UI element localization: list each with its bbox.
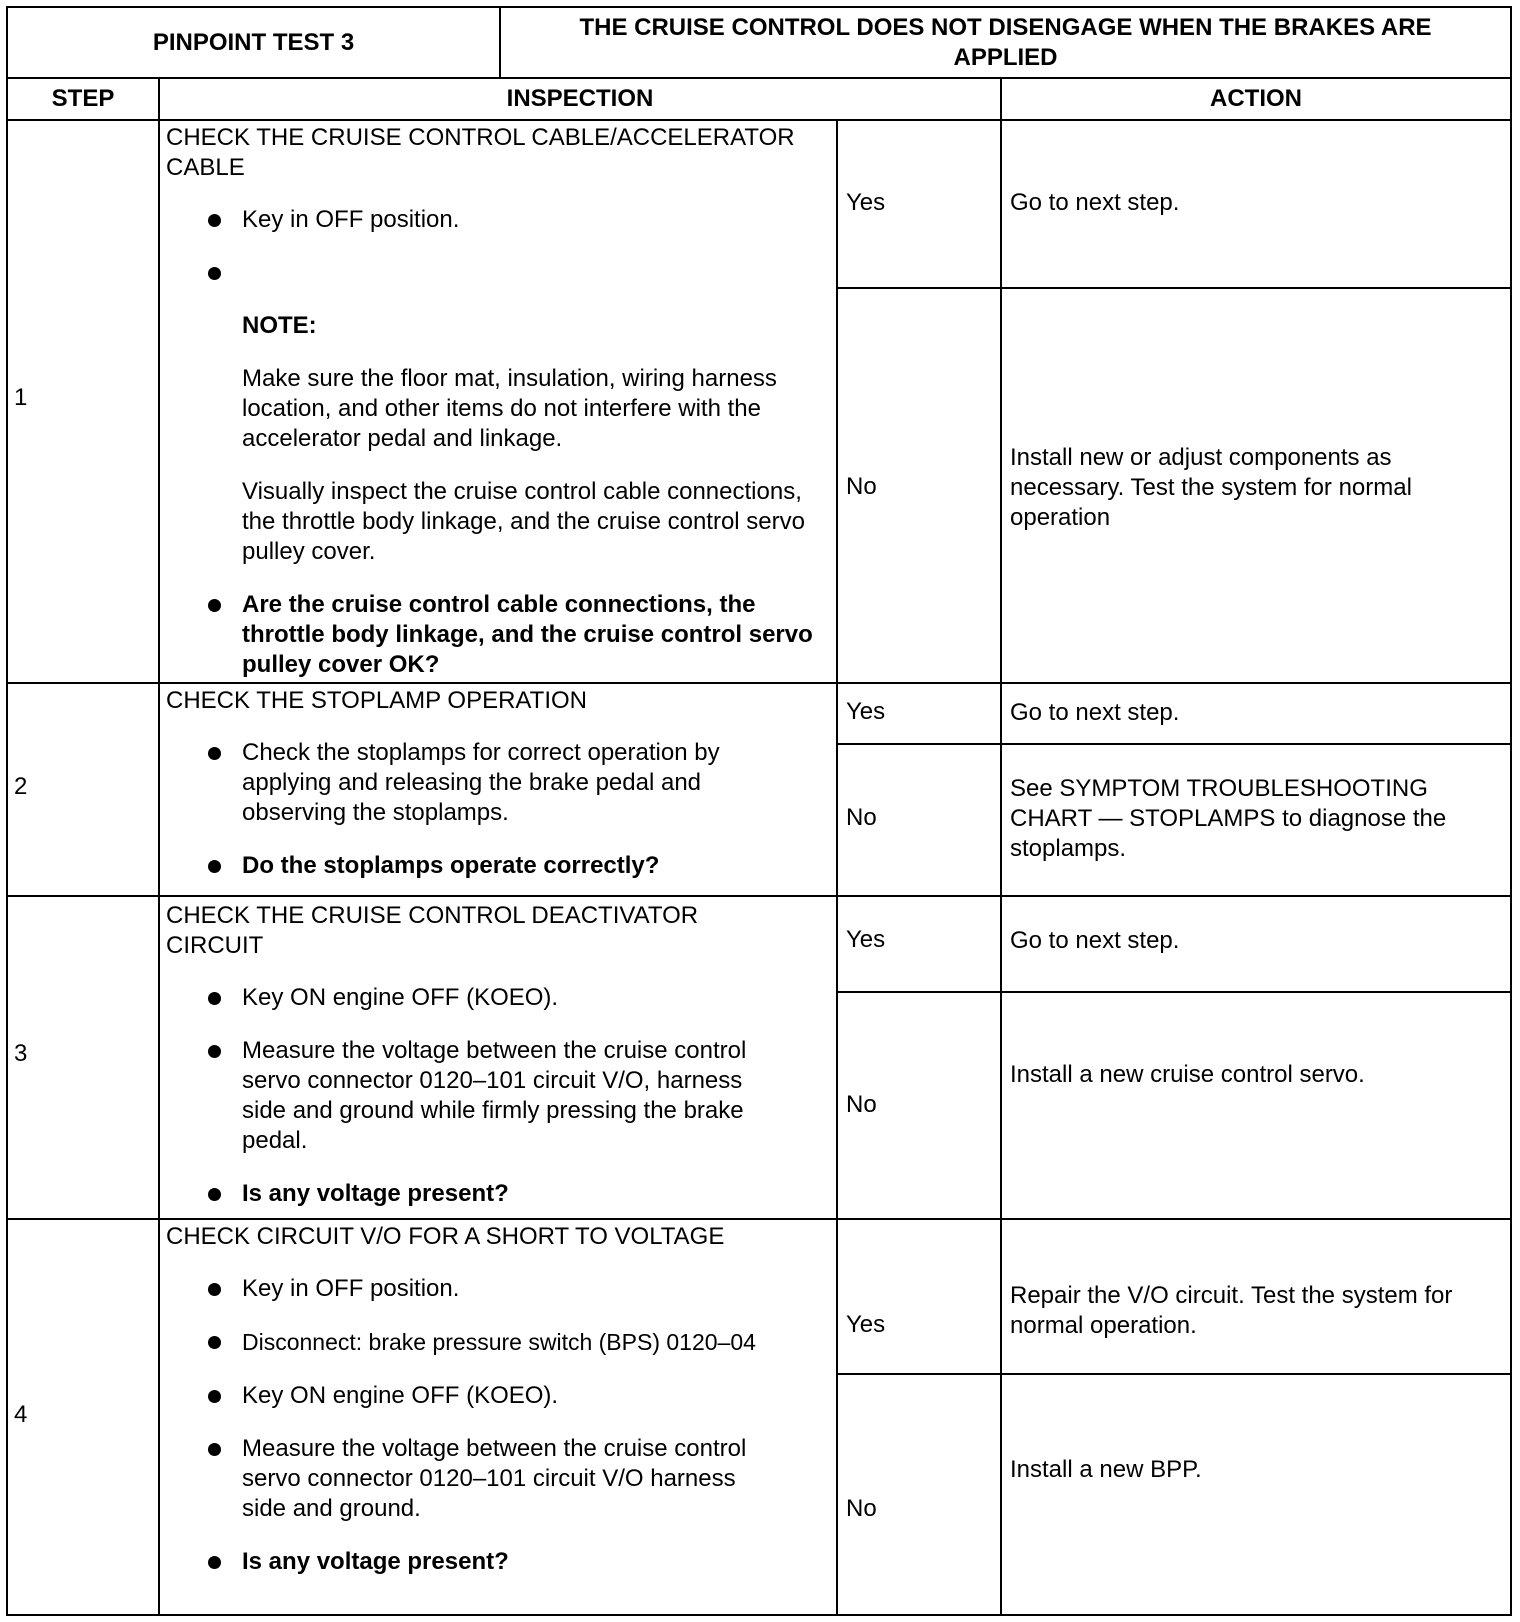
inspection-question: Are the cruise control cable connections, the throttle body linkage, and the cruise control servo pulley cover OK? (166, 590, 830, 680)
no-label: No (846, 804, 877, 831)
inspection-item: Key in OFF position. (166, 205, 830, 235)
yes-action: Go to next step. (1010, 189, 1180, 216)
test-title-cell (499, 6, 1512, 79)
step-title: CHECK THE STOPLAMP OPERATION (166, 687, 587, 714)
bullet-icon (208, 1283, 221, 1296)
inspection-item: Key ON engine OFF (KOEO). (166, 983, 830, 1013)
yes-action: Go to next step. (1010, 927, 1180, 954)
test-name-cell (6, 6, 501, 79)
step-3-inspection (158, 895, 838, 1232)
yes-action: Go to next step. (1010, 699, 1180, 726)
column-header-step-label: STEP (51, 85, 115, 112)
no-action: Install a new BPP. (1010, 1456, 1202, 1483)
column-header-inspection-label: INSPECTION (506, 85, 654, 112)
no-action: Install new or adjust components as necessary. Test the system for normal operation (1010, 444, 1412, 531)
yes-label: Yes (846, 189, 886, 216)
step-number: 3 (14, 1040, 28, 1067)
step-4-yes-cell (836, 1218, 1002, 1375)
step-3-number-cell (6, 895, 160, 1220)
bullet-icon (208, 860, 221, 873)
step-1-number-cell (6, 119, 160, 684)
yes-label: Yes (846, 926, 886, 953)
bullet-icon (208, 1045, 221, 1058)
step-title: CHECK CIRCUIT V/O FOR A SHORT TO VOLTAGE (166, 1223, 725, 1250)
step-number: 1 (14, 384, 28, 411)
no-label: No (846, 1091, 877, 1118)
step-title: CHECK THE CRUISE CONTROL CABLE/ACCELERATOR CABLE (166, 124, 795, 181)
no-action: See SYMPTOM TROUBLESHOOTING CHART — STOPLAMPS to diagnose the stoplamps. (1010, 775, 1447, 862)
no-label: No (846, 473, 877, 500)
bullet-icon (208, 599, 221, 612)
step-1-inspection (158, 119, 838, 703)
bullet-icon (208, 1390, 221, 1403)
column-header-action (1000, 77, 1512, 121)
step-2-inspection (158, 682, 838, 904)
bullet-icon (208, 992, 221, 1005)
step-title: CHECK THE CRUISE CONTROL DEACTIVATOR CIRCUIT (166, 902, 699, 959)
column-header-action-label: ACTION (1210, 85, 1302, 112)
no-label: No (846, 1495, 877, 1522)
inspection-item: Check the stoplamps for correct operation by applying and releasing the brake pedal and observing the stoplamps. (166, 738, 830, 828)
bullet-icon (208, 267, 221, 280)
step-4-inspection (158, 1218, 838, 1600)
note-paragraph: Make sure the floor mat, insulation, wiring harness location, and other items do not interfere with the accelerator pedal and linkage. (242, 365, 777, 452)
bullet-icon (208, 214, 221, 227)
yes-action: Repair the V/O circuit. Test the system for normal operation. (1010, 1282, 1453, 1339)
inspection-item (166, 258, 830, 288)
inspection-item: Measure the voltage between the cruise control servo connector 0120–101 circuit V/O, harness side and ground while firmly pressing the brake pedal. (166, 1036, 830, 1156)
bullet-icon (208, 1443, 221, 1456)
column-header-step (6, 77, 160, 121)
inspection-question: Do the stoplamps operate correctly? (166, 851, 830, 881)
yes-label: Yes (846, 1311, 886, 1338)
inspection-question: Is any voltage present? (166, 1547, 830, 1577)
step-number: 4 (14, 1401, 28, 1428)
bullet-icon (208, 1336, 221, 1349)
yes-label: Yes (846, 698, 886, 725)
step-2-number-cell (6, 682, 160, 897)
note-heading: NOTE: (242, 312, 317, 339)
column-header-inspection (158, 77, 1002, 121)
step-4-number-cell (6, 1218, 160, 1616)
bullet-icon (208, 1556, 221, 1569)
inspection-item: Key in OFF position. (166, 1274, 830, 1304)
inspection-question: Is any voltage present? (166, 1179, 830, 1209)
step-3-no-action-cell (1000, 991, 1512, 1220)
pinpoint-test-table (6, 6, 1512, 1616)
test-title: THE CRUISE CONTROL DOES NOT DISENGAGE WHEN THE BRAKES ARE APPLIED (579, 13, 1432, 71)
inspection-item: Key ON engine OFF (KOEO). (166, 1381, 830, 1411)
test-name: PINPOINT TEST 3 (152, 28, 355, 56)
bullet-icon (208, 747, 221, 760)
inspection-item: Disconnect: brake pressure switch (BPS) 0120–04 (166, 1327, 830, 1358)
no-action: Install a new cruise control servo. (1010, 1061, 1365, 1088)
note-paragraph: Visually inspect the cruise control cable connections, the throttle body linkage, and the cruise control servo pulley cover. (242, 478, 805, 565)
step-number: 2 (14, 773, 28, 800)
inspection-item: Measure the voltage between the cruise control servo connector 0120–101 circuit V/O harness side and ground. (166, 1434, 830, 1524)
step-4-no-action-cell (1000, 1373, 1512, 1616)
bullet-icon (208, 1188, 221, 1201)
